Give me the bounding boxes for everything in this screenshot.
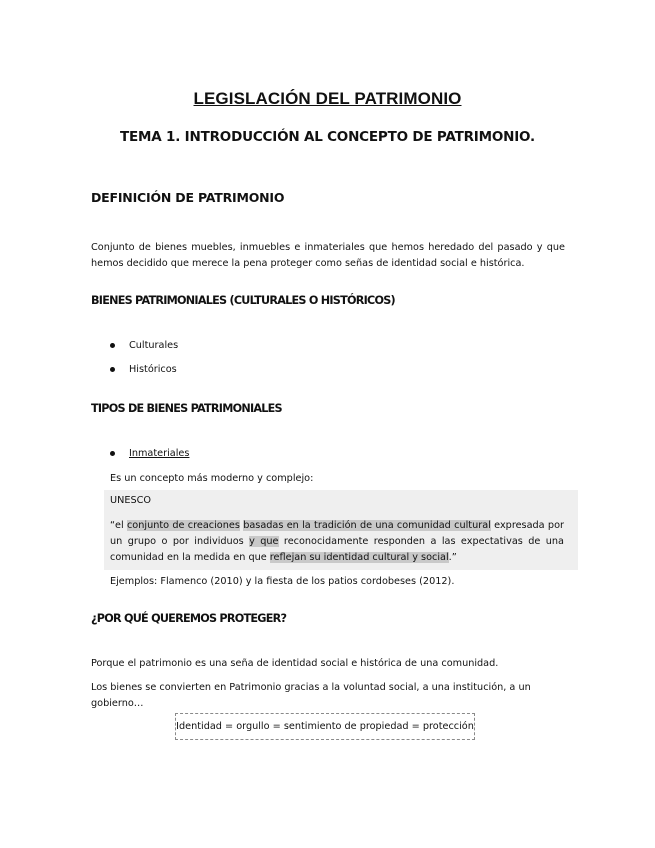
section-heading-tipos: TIPOS DE BIENES PATRIMONIALES	[91, 402, 282, 415]
document-title: LEGISLACIÓN DEL PATRIMONIO	[193, 89, 462, 108]
quote-source: UNESCO	[110, 495, 151, 506]
proteger-paragraph-2: Los bienes se convierten en Patrimonio gracias a la voluntad social, a una institución, a un gobierno…	[91, 682, 531, 709]
list-item-label: Históricos	[129, 364, 177, 375]
formula-box: Identidad = orgullo = sentimiento de propiedad = protección	[175, 713, 475, 740]
list-item-label: Inmateriales	[129, 448, 190, 459]
document-subtitle: TEMA 1. INTRODUCCIÓN AL CONCEPTO DE PATRIMONIO.	[120, 129, 535, 145]
quote-text: “el conjunto de creaciones basadas en la tradición de una comunidad cultural expresada por un grupo o por individuos y que reconocidamente responden a las expectativas de una comunidad en la medida en que reflejan su identidad cultural y social.”	[110, 520, 564, 563]
highlight: basadas en la tradición de una comunidad cultural	[243, 520, 491, 531]
section-heading-definicion: DEFINICIÓN DE PATRIMONIO	[91, 190, 285, 205]
tipos-intro: Es un concepto más moderno y complejo:	[110, 473, 314, 484]
bullet-icon	[110, 451, 115, 456]
definicion-paragraph: Conjunto de bienes muebles, inmuebles e inmateriales que hemos heredado del pasado y que hemos decidido que merece la pena proteger como señas de identidad social e histórica.	[91, 242, 565, 269]
highlight: reflejan su identidad cultural y social	[269, 552, 449, 563]
proteger-paragraph-1: Porque el patrimonio es una seña de identidad social e histórica de una comunidad.	[91, 658, 499, 669]
bullet-icon	[110, 367, 115, 372]
bullet-icon	[110, 343, 115, 348]
section-heading-proteger: ¿POR QUÉ QUEREMOS PROTEGER?	[91, 612, 287, 625]
examples-line: Ejemplos: Flamenco (2010) y la fiesta de los patios cordobeses (2012).	[110, 576, 455, 587]
highlight: conjunto de creaciones	[126, 520, 240, 531]
list-item-label: Culturales	[129, 340, 179, 351]
section-heading-bienes: BIENES PATRIMONIALES (CULTURALES O HISTÓRICOS)	[91, 294, 395, 307]
highlight: y que	[249, 536, 279, 547]
